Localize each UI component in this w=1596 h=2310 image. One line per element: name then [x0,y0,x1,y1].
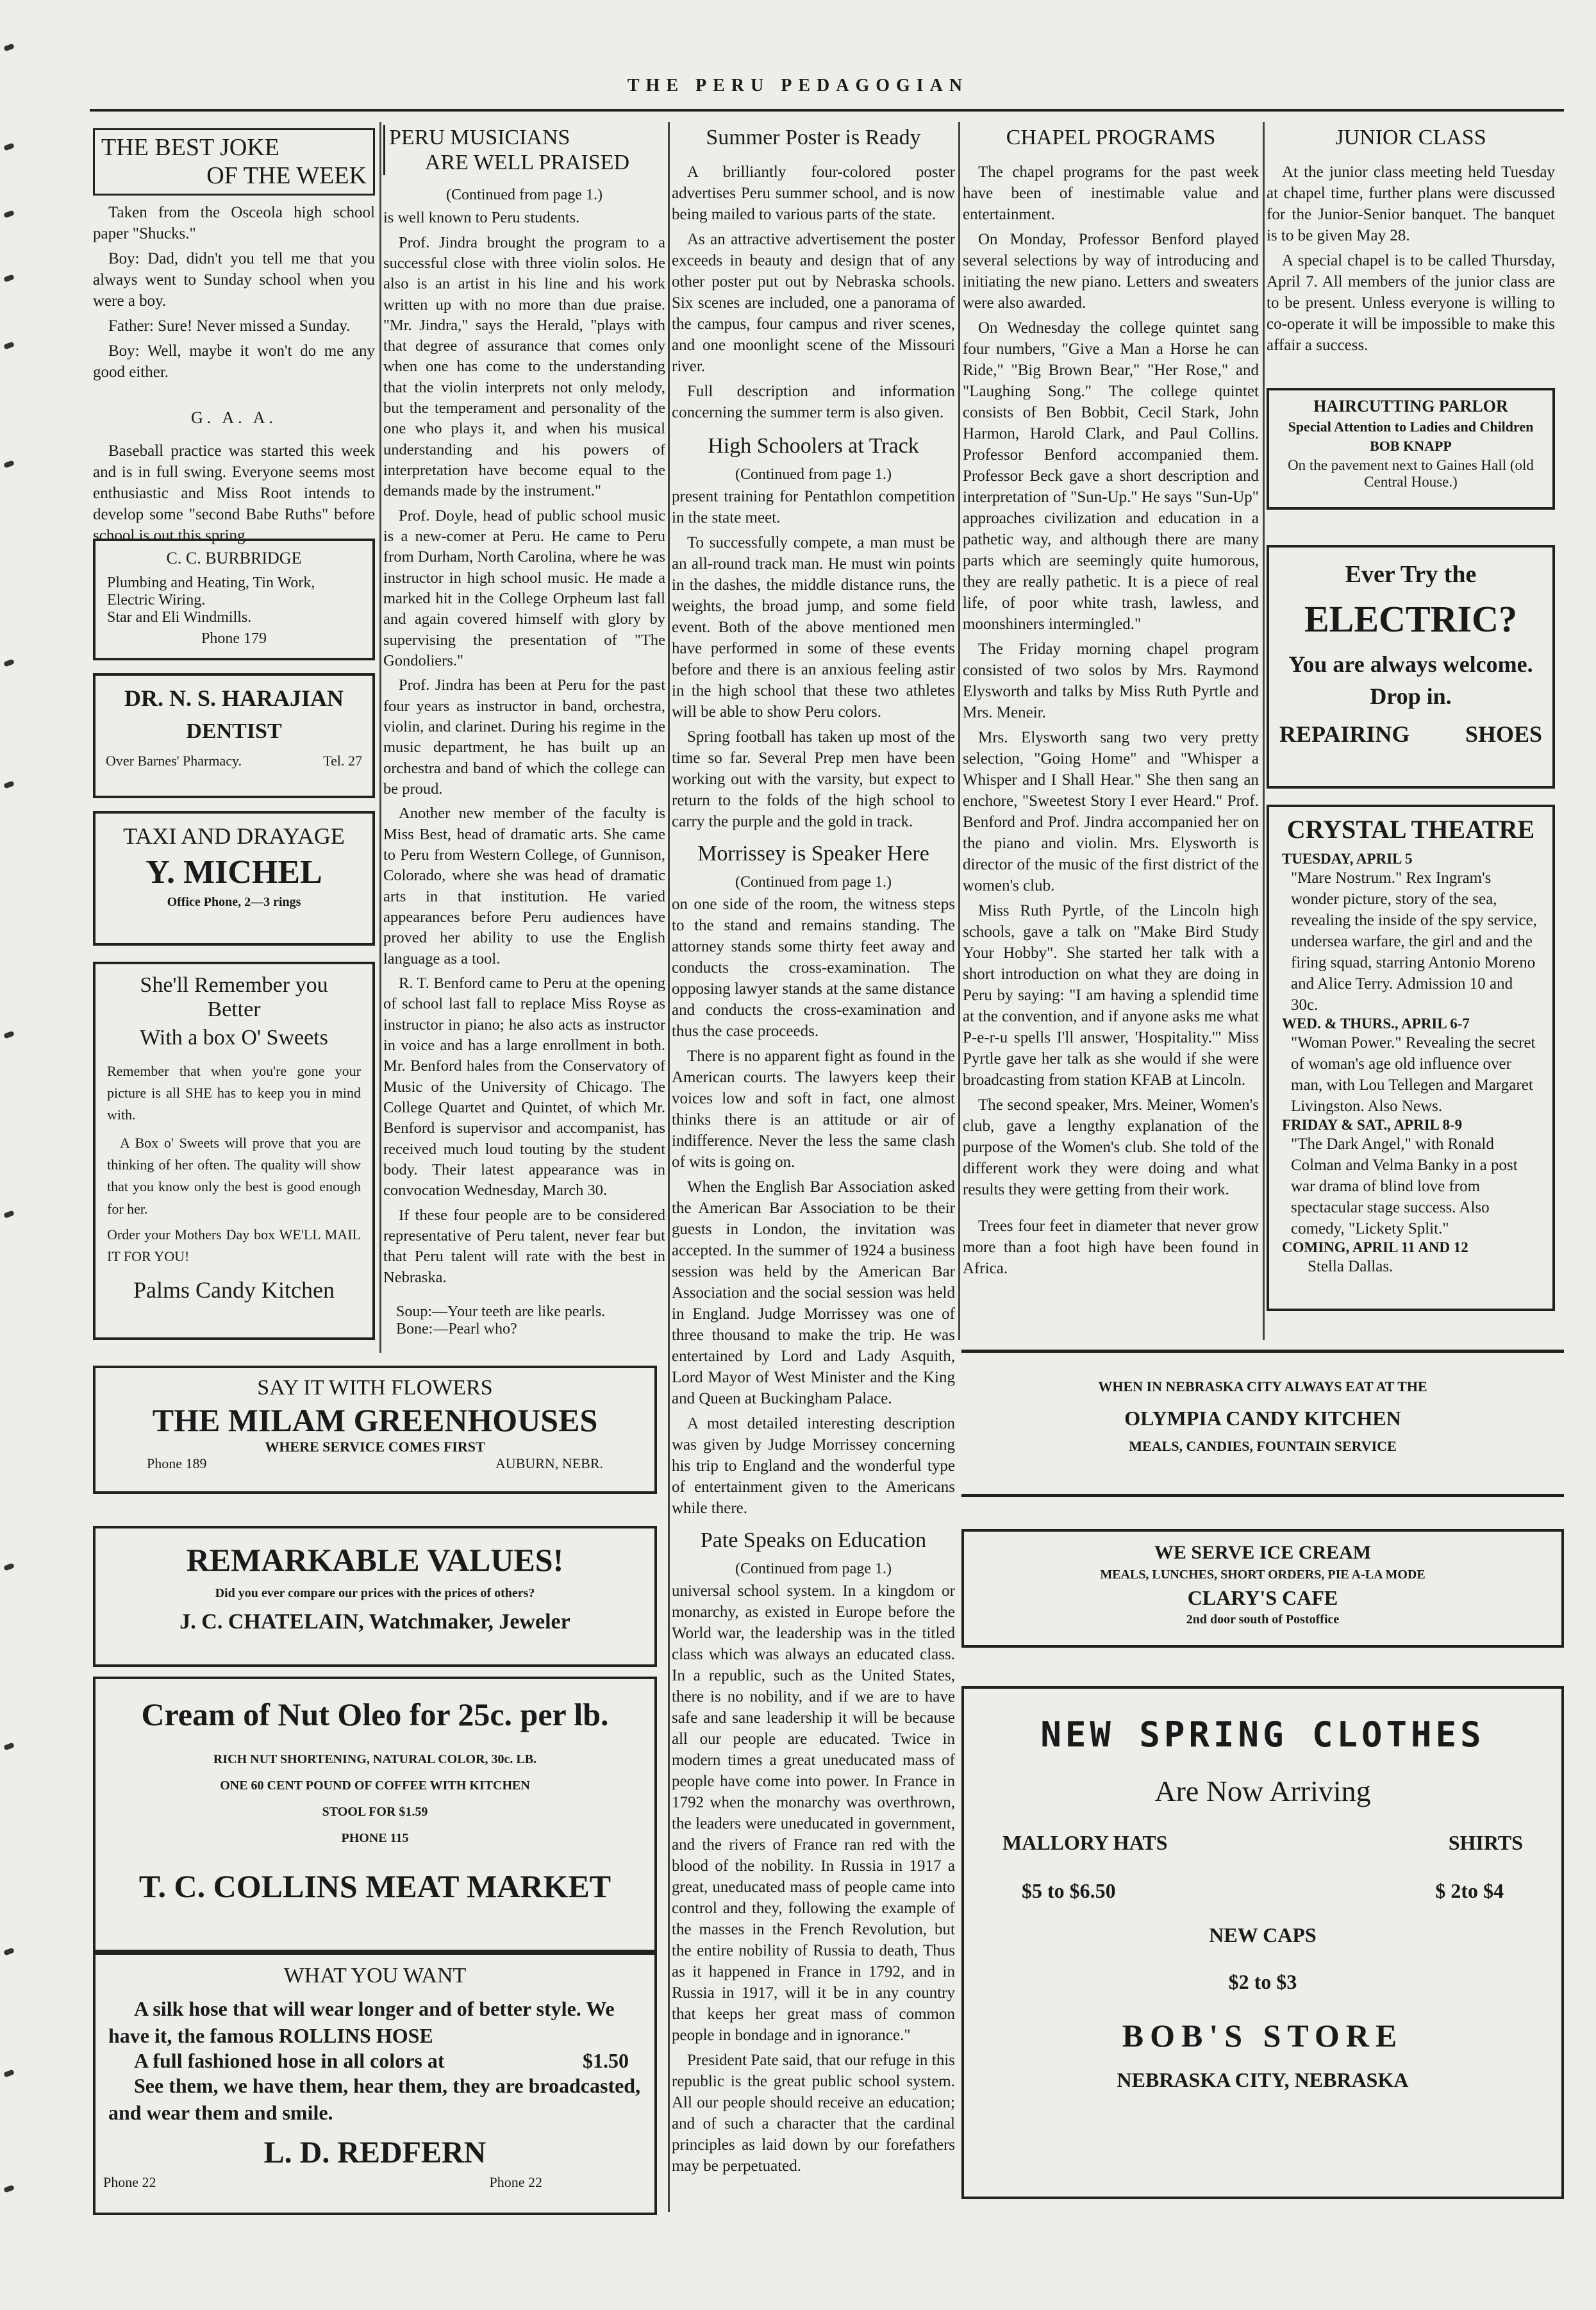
sweets-line3: With a box O' Sweets [140,1026,328,1050]
harajian-location-row [106,753,362,769]
olympia-line1: WHEN IN NEBRASKA CITY ALWAYS EAT AT THE [1098,1378,1427,1394]
gaa-body: Baseball practice was started this week and is in full swing. Everyone seems most enthusiastic and Miss Root intends to develop some "second Babe Ruths" before school is out this spring. [93,442,375,545]
poster-para: As an attractive advertisement the poster exceeds in beauty and design that of any other poster put out by Nebraska schools. Six scenes are included, one a panorama of the campus, four campus and river scenes, and one moonlight scene of the Missouri river. [672,231,955,376]
best-joke-title-2: OF THE WEEK [206,162,367,189]
redfern-line2: A full fashioned hose in all colors at [134,2049,445,2073]
morrissey-continued: (Continued from page 1.) [735,874,892,891]
taxi-phone: Office Phone, 2—3 rings [167,895,301,909]
crystal-title: CRYSTAL THEATRE [1286,815,1535,844]
haircut-line1: Special Attention to Ladies and Children [1288,419,1534,435]
harajian-tel: Tel. 27 [323,753,362,769]
electric-repairing: REPAIRING [1279,721,1410,747]
chatelain-line2: J. C. CHATELAIN, Watchmaker, Jeweler [179,1610,570,1634]
milam-ad [93,1366,657,1494]
taxi-ad [93,811,375,946]
chapel-para: On Monday, Professor Benford played several selections by way of introducing and initiating the new piano. Letters and sweaters were also awarded. [963,231,1259,312]
track-title: High Schoolers at Track [708,434,919,458]
crystal-text: "Mare Nostrum." Rex Ingram's wonder picture, story of the sea, revealing the inside of the spy service, undersea warfare, the girl and and the firing squad, starring Antonio Moreno and Alice Terry. Admission 10 and 30c. [1291,869,1537,1014]
masthead: THE PERU PEDAGOGIAN [627,76,969,96]
burbridge-name: C. C. BURBRIDGE [166,549,302,567]
binding-marks [0,0,26,2310]
sweets-store: Palms Candy Kitchen [133,1276,335,1303]
electric-line3: You are always welcome. Drop in. [1288,651,1533,710]
milam-phone: Phone 189 [147,1455,207,1471]
redfern-phones [103,2174,642,2191]
milam-line1: SAY IT WITH FLOWERS [257,1376,493,1400]
chatelain-title: REMARKABLE VALUES! [186,1542,564,1578]
collins-phone: PHONE 115 [341,1831,409,1845]
harajian-location: Over Barnes' Pharmacy. [106,753,242,769]
track-para: Spring football has taken up most of the time so far. Several Prep men have been working out with the varsity, but expect to return to the folds of the high school to carry the purple and the gold in track. [672,728,955,831]
junior-para: A special chapel is to be called Thursday, April 7. All members of the junior class are to be present. Unless everyone is willing to co-operate it will be impossible to make this affair a success. [1267,252,1555,355]
poster-title: Summer Poster is Ready [706,126,921,149]
milam-city: AUBURN, NEBR. [495,1455,603,1471]
morrissey-para: on one side of the room, the witness steps to the stand and remains standing. The attorney stands some thirty feet away and conducts the cross-examination. The opposing lawyer stands at the same distance and conducts the cross-examination and thus the case proceeds. [672,896,955,1041]
sweets-body2: A Box o' Sweets will prove that you are thinking of her often. The quality will show that you know only the best is good enough for her. [107,1135,361,1217]
crystal-item [1282,1016,1540,1117]
olympia-line3: MEALS, CANDIES, FOUNTAIN SERVICE [1129,1438,1397,1454]
crystal-text: "Woman Power." Revealing the secret of woman's age old influence over man, with Lou Tellegen and Margaret Livingston. Also News. [1291,1034,1536,1115]
morrissey-para: A most detailed interesting description was given by Judge Morrissey concerning his trip to England and the wonderful type of entertainment given to the Americans while there. [672,1415,955,1518]
electric-ad [1267,545,1555,789]
clary-line1: WE SERVE ICE CREAM [1154,1542,1372,1563]
musicians-title-1: PERU MUSICIANS [389,126,570,149]
burbridge-phone: Phone 179 [201,630,267,647]
musicians-title-2: ARE WELL PRAISED [424,151,630,175]
musicians-joke-1: Soup:—Your teeth are like pearls. [396,1303,606,1320]
sweets-body1: Remember that when you're gone your picture is all SHE has to keep you in mind with. [107,1063,361,1123]
clary-line4: 2nd door south of Postoffice [1186,1612,1340,1627]
pate-title: Pate Speaks on Education [700,1528,927,1553]
redfern-line1: A silk hose that will wear longer and of better style. We have it, the famous ROLLINS HOSE [108,1997,615,2047]
electric-line1: Ever Try the [1345,561,1477,588]
musicians-para: Prof. Jindra brought the program to a successful close with three violin solos. He also is an artist in his line and his work written up with no more than due praise. "Mr. Jindra," says the Herald, "plays with that degree of assurance that comes only when one has come to the understanding that the violin interprets not only melody, but the temperament and personality of the one who plays it, and when his musical understanding and his powers of interpretation have become equal to the demands made by the instrument." [383,233,665,500]
musicians-para: Prof. Jindra has been at Peru for the past four years as instructor in band, orchestra, violin, and clarinet. During his regime in the music department, he has built up an orchestra and band of which the college can be proud. [383,676,665,798]
track-para: To successfully compete, a man must be an all-round track man. He must win points in the dashes, the middle distance runs, the weights, the broad jump, and some field event. Both of the above mentioned men have performed in some of these events before and there is an anxious feeling astir in the high school that these two athletes will be able to show Peru colors. [672,534,955,721]
junior-para: At the junior class meeting held Tuesday at chapel time, further plans were discussed for the Junior-Senior banquet. The banquet is to be given May 28. [1267,163,1555,245]
burbridge-line1: Plumbing and Heating, Tin Work, Electric Wiring. [107,574,315,608]
redfern-name: L. D. REDFERN [263,2136,486,2170]
chapel-title: CHAPEL PROGRAMS [1006,126,1216,149]
best-joke-para: Taken from the Osceola high school paper "Shucks." [93,204,375,243]
bobs-caps: NEW CAPS [1209,1923,1317,1946]
best-joke-para: Father: Sure! Never missed a Sunday. [108,317,351,335]
chapel-para: The chapel programs for the past week have been of inestimable value and entertainment. [963,163,1259,224]
collins-title: Cream of Nut Oleo for 25c. per lb. [141,1696,609,1732]
best-joke-article [93,128,375,550]
clary-line3: CLARY'S CAFE [1187,1586,1338,1609]
crystal-when: WED. & THURS., APRIL 6-7 [1282,1016,1470,1032]
collins-line2: ONE 60 CENT POUND OF COFFEE WITH KITCHEN [220,1779,530,1793]
bobs-shirts: SHIRTS [1448,1831,1523,1854]
track-continued: (Continued from page 1.) [735,466,892,483]
musicians-para: If these four people are to be considered representative of Peru talent, never fear but that Peru talent will rate with the best in Nebraska. [383,1206,665,1286]
musicians-continued: (Continued from page 1.) [446,187,603,204]
haircut-name: BOB KNAPP [1370,438,1452,454]
bobs-line1: NEW SPRING CLOTHES [1040,1714,1485,1755]
harajian-name: DR. N. S. HARAJIAN [124,685,344,711]
crystal-item [1282,851,1540,1016]
collins-line3: STOOL FOR $1.59 [322,1805,428,1819]
musicians-para: Prof. Doyle, head of public school music is a new-comer at Peru. He came to Peru from Durham, North Carolina, where he was instructor in high school music. He made a marked hit in the College Orpheum last fall and again covered himself with glory by supervising the presentation of "The Gondoliers." [383,506,665,670]
electric-line4 [1279,721,1542,748]
chapel-para: The Friday morning chapel program consisted of two solos by Mrs. Raymond Elysworth and talks by Miss Ruth Pyrtle and Mrs. Meneir. [963,640,1259,722]
sweets-line1: She'll Remember you [140,973,328,997]
bobs-shirts-price: $ 2to $4 [1435,1879,1504,1902]
bobs-caps-price: $2 to $3 [1228,1970,1297,1993]
chapel-para: Mrs. Elysworth sang two very pretty selection, "Going Home" and "Whisper a Whisper and I Shall Hear." She then sang an enchore, "Sweetest Story I ever Heard." Prof. Benford and Prof. Jindra accompanied her on the piano and violin. Mrs. Elysworth is director of the music of the first district of the women's club. [963,729,1259,895]
poster-para: A brilliantly four-colored poster advertises Peru summer school, and is now being mailed to various parts of the state. [672,163,955,224]
pate-continued: (Continued from page 1.) [735,1561,892,1578]
redfern-price: $1.50 [583,2049,629,2073]
musicians-para: is well known to Peru students. [383,209,580,227]
collins-line1: RICH NUT SHORTENING, NATURAL COLOR, 30c. LB. [213,1752,537,1766]
crystal-text: Stella Dallas. [1308,1258,1393,1275]
crystal-item [1282,1117,1540,1239]
taxi-title: TAXI AND DRAYAGE [123,823,345,849]
gaa-title: G. A. A. [191,408,277,428]
sweets-line2: Better [207,998,261,1021]
pate-para: universal school system. In a kingdom or monarchy, as existed in Europe before the World war, the leadership was in the titled class which was always an educated class. In a republic, such as the United States, there is no nobility, and if we are to have safe and sane leadership it will be because all our people are educated. Twice in modern times a great uneducated mass of people have come into power. In France in 1792 when the monarchy was overthrown, the leaders were uneducated in government, and the rivers of France ran red with the blood of the nobility. In Russia in 1917 a great, uneducated mass of people came into control and they, following the example of the masses in the French Revolution, but the entire nobility of Russia to death, Thus as it happened in France in 1792, and in Russia in 1917, will it be in any country that keeps her great mass of common people in bondage and in ignorance." [672,1582,955,2045]
milam-line2: THE MILAM GREENHOUSES [152,1402,598,1438]
bobs-store: BOB'S STORE [1122,2018,1404,2054]
bobs-hats: MALLORY HATS [1002,1831,1168,1854]
taxi-name: Y. MICHEL [145,854,322,891]
musicians-para: R. T. Benford came to Peru at the opening of school last fall to replace Miss Royse as instructor in piano; he also acts as instructor in voice and has a large enrollment in both. Mr. Benford hales from the Conservatory of Music of the University of Chicago. The College Quartet and Quintet, of which Mr. Benford is supervisor and accompanist, has received much loud touting by the student body. Their latest appearance was in convocation Wednesday, March 30. [383,975,665,1200]
bobs-city: NEBRASKA CITY, NEBRASKA [1117,2068,1409,2091]
musicians-article [383,125,665,1338]
chapel-para: Miss Ruth Pyrtle, of the Lincoln high schools, gave a talk on "Make Bird Study Your Hobby". She started her talk with a short introduction on what they are doing in Peru by saying: "I am having a splendid time at the convention, and if anyone asks me what P-e-r-u spells I'll answer, 'Hospitality.'" Miss Pyrtle gave her talk as she would if she were broadcasting from station KFAB at Lincoln. [963,902,1259,1089]
milam-line3: WHERE SERVICE COMES FIRST [265,1439,485,1455]
haircut-ad [1267,388,1555,510]
bobs-prices-row [1002,1879,1523,1903]
col3-articles [672,125,955,2180]
harajian-title: DENTIST [186,719,282,743]
bobs-hats-price: $5 to $6.50 [1022,1879,1116,1902]
crystal-text: "The Dark Angel," with Ronald Colman and Velma Banky in a post war drama of blind love from spectacular stage success. Also comedy, "Lickety Split." [1291,1135,1518,1237]
haircut-line2: On the pavement next to Gaines Hall (old Central House.) [1288,457,1534,490]
harajian-ad [93,673,375,798]
best-joke-para: Boy: Well, maybe it won't do me any good either. [93,342,375,381]
electric-shoes: SHOES [1465,721,1542,747]
morrissey-para: There is no apparent fight as found in the American courts. The lawyers keep their voices low and soft in fact, one almost thinks there is an attitude or air of indifference. Never the less the same clash of wits is going on. [672,1048,955,1171]
sweets-body3: Order your Mothers Day box WE'LL MAIL IT FOR YOU! [107,1226,361,1264]
collins-name: T. C. COLLINS MEAT MARKET [138,1868,611,1904]
track-para: present training for Pentathlon competition in the state meet. [672,488,955,527]
collins-ad [93,1677,657,1952]
olympia-ad [961,1350,1564,1497]
sweets-ad [93,962,375,1340]
morrissey-para: When the English Bar Association asked the American Bar Association to be their guests in London, the invitation was accepted. In the summer of 1924 a business session was held by the American Bar Association and the social session was held in England. Judge Morrissey was one of three thousand to make the trip. He was entertained by Lord and Lady Asquith, Lord Mayor of West Minister and the King and Queen at Buckingham Palace. [672,1178,955,1408]
redfern-price-row [108,2049,642,2073]
haircut-title: HAIRCUTTING PARLOR [1313,397,1508,415]
crystal-when: COMING, APRIL 11 AND 12 [1282,1239,1468,1255]
junior-article [1267,125,1555,360]
redfern-line3: See them, we have them, hear them, they are broadcasted, and wear them and smile. [108,2074,641,2124]
chatelain-ad [93,1526,657,1667]
chapel-para: On Wednesday the college quintet sang four numbers, "Give a Man a Horse he can Ride," "Big Brown Bear," "Her Rose," and "Laughing Song." The college quintet consists of Ben Bobbit, Cecil Stark, John Harmon, Harold Clark, and Paul Collins. Professor Benford accompanied them. Professor Beck gave a short description and interpretation of "Sun-Up." He says "Sun-Up" approaches civilization and education in a pathetic way, and although there are many parts which are seemingly quite humorous, they are really pathetic. It is a piece of real life, of poor white trash, lawless, and moonshiners intermingled." [963,319,1259,633]
chapel-para: The second speaker, Mrs. Meiner, Women's club, gave a lengthy explanation of the purpose of the Women's club. She told of the different work they were doing and what results they were getting from their work. [963,1096,1259,1199]
olympia-line2: OLYMPIA CANDY KITCHEN [1124,1407,1401,1430]
milam-footer [108,1455,642,1472]
redfern-title: WHAT YOU WANT [283,1964,467,1988]
redfern-phone-right: Phone 22 [489,2174,542,2191]
electric-line2: ELECTRIC? [1304,598,1517,640]
chapel-article [963,125,1259,1283]
best-joke-title-1: THE BEST JOKE [101,134,279,161]
junior-title: JUNIOR CLASS [1335,126,1486,149]
bobs-items-row [1002,1831,1523,1855]
bobs-line2: Are Now Arriving [1154,1775,1371,1807]
crystal-ad [1267,805,1555,1311]
redfern-ad [93,1952,657,2215]
poster-para: Full description and information concerning the summer term is also given. [672,383,955,422]
crystal-when: TUESDAY, APRIL 5 [1282,851,1413,867]
pate-para: President Pate said, that our refuge in this republic is the great public school system. All our people should receive an education; and of such a character that the cardinal principles as laid down by our forefathers may be perpetuated. [672,2052,955,2175]
crystal-when: FRIDAY & SAT., APRIL 8-9 [1282,1117,1463,1133]
musicians-para: Another new member of the faculty is Miss Best, head of dramatic arts. She came to Peru from Western College, of Gunnison, Colorado, where she was head of dramatic arts in that institution. He varied appearances before Peru audiences have proved her ability to use the English language as a tool. [383,805,665,967]
crystal-item [1282,1239,1540,1277]
best-joke-para: Boy: Dad, didn't you tell me that you always went to Sunday school when you were a boy. [93,250,375,310]
clary-ad [961,1529,1564,1648]
morrissey-title: Morrissey is Speaker Here [697,842,929,866]
burbridge-line2: Star and Eli Windmills. [107,609,252,626]
musicians-joke-2: Bone:—Pearl who? [396,1320,517,1337]
redfern-phone-left: Phone 22 [103,2174,156,2191]
burbridge-ad [93,539,375,660]
clary-line2: MEALS, LUNCHES, SHORT ORDERS, PIE A-LA MODE [1100,1568,1426,1582]
chatelain-line1: Did you ever compare our prices with the prices of others? [215,1586,535,1600]
bobs-ad [961,1686,1564,2199]
chapel-trees: Trees four feet in diameter that never grow more than a foot high have been found in Africa. [963,1218,1259,1278]
